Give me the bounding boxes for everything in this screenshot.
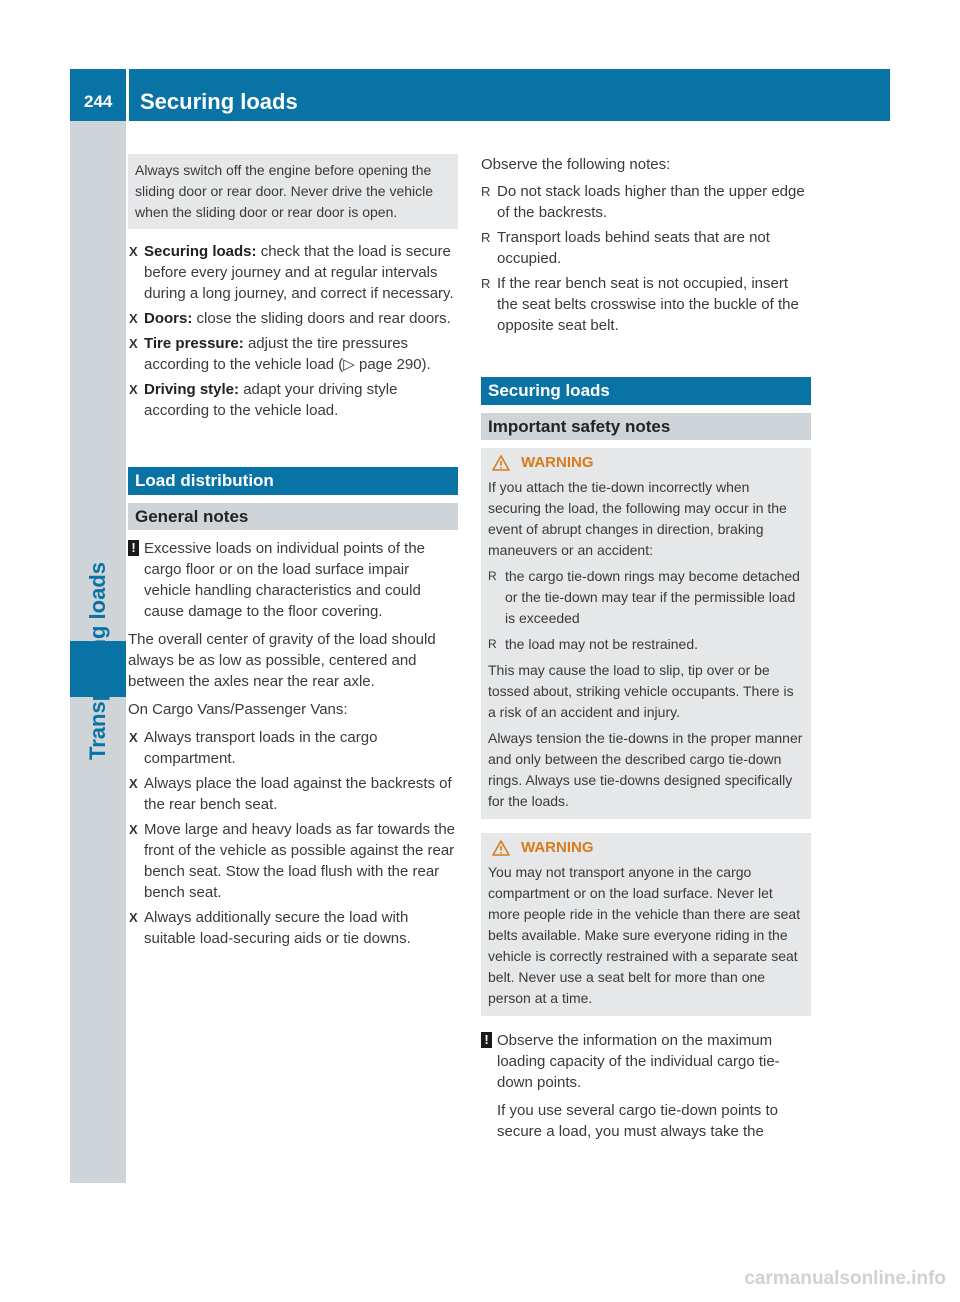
step-driving-style xyxy=(128,379,458,421)
warning-box-tiedown xyxy=(481,448,811,819)
warning-title: WARNING xyxy=(521,454,594,471)
page-number: 244 xyxy=(84,92,113,111)
step-doors xyxy=(128,308,458,329)
header-divider xyxy=(126,69,129,121)
warning-triangle-icon xyxy=(492,840,510,856)
cargo-vans-paragraph: On Cargo Vans/Passenger Vans: xyxy=(128,701,348,718)
warning-consequence: This may cause the load to slip, tip over or be tossed about, striking vehicle occupants. There is a risk of an accident and injury. xyxy=(488,662,794,720)
caution-continuation: If you use several cargo tie-down points to secure a load, you must always take the xyxy=(497,1102,778,1140)
caution-tiedown-capacity xyxy=(481,1030,811,1093)
step-text: adjust the tire pressures according to the vehicle load (▷ page 290). xyxy=(144,335,431,373)
engine-off-note: Always switch off the engine before opening the sliding door or rear door. Never drive the vehicle when the sliding door or rear door is open. xyxy=(128,154,458,229)
step-text: close the sliding doors and rear doors. xyxy=(196,310,451,327)
subsection-general-notes: General notes xyxy=(128,503,458,530)
chapter-tab-marker xyxy=(70,641,126,697)
step-label: Driving style: xyxy=(144,381,240,398)
watermark: carmanualsonline.info xyxy=(744,1268,946,1289)
note-bullet: R If the rear bench seat is not occupied, insert the seat belts crosswise into the buckle of the opposite seat belt. xyxy=(481,273,811,336)
step-text: adapt your driving style according to the vehicle load. xyxy=(144,381,398,419)
warning-bullet: R the cargo tie-down rings may become detached or the tie-down may tear if the permissible load is exceeded xyxy=(488,566,803,629)
step-securing-loads xyxy=(128,241,458,304)
note-bullet: R Transport loads behind seats that are not occupied. xyxy=(481,227,811,269)
step-tire-pressure xyxy=(128,333,458,375)
section-securing-loads: Securing loads xyxy=(481,377,811,405)
warning-title: WARNING xyxy=(521,839,594,856)
warning-header xyxy=(488,452,803,473)
note-bullet: R Do not stack loads higher than the upper edge of the backrests. xyxy=(481,181,811,223)
warning-box-passengers xyxy=(481,833,811,1016)
step-against-backrests: X Always place the load against the backrests of the rear bench seat. xyxy=(128,773,458,815)
exclamation-icon: ! xyxy=(128,540,139,556)
warning-header xyxy=(488,837,803,858)
step-label: Doors: xyxy=(144,310,193,327)
warning-triangle-icon xyxy=(492,455,510,471)
subsection-important-safety-notes: Important safety notes xyxy=(481,413,811,440)
page-title: Securing loads xyxy=(140,89,298,114)
warning-text: You may not transport anyone in the cargo compartment or on the load surface. Never let more people ride in the vehicle than there are seat belts available. Make sure everyone riding in the vehicle is correctly restrained with a separate seat belt. Never use a seat belt for more than one person at a time. xyxy=(488,864,801,1006)
warning-instruction: Always tension the tie-downs in the proper manner and only between the described cargo tie-down rings. Always use tie-downs designed specifically for the loads. xyxy=(488,730,803,809)
warning-bullet: R the load may not be restrained. xyxy=(488,634,803,655)
section-load-distribution: Load distribution xyxy=(128,467,458,495)
page-header xyxy=(70,69,890,121)
step-label: Tire pressure: xyxy=(144,335,244,352)
left-column xyxy=(128,154,458,953)
step-additional-securing: X Always additionally secure the load with suitable load-securing aids or tie downs. xyxy=(128,907,458,949)
exclamation-icon: ! xyxy=(481,1032,492,1048)
step-label: Securing loads: xyxy=(144,243,257,260)
caution-floor-load xyxy=(128,538,458,622)
right-column xyxy=(481,154,811,1142)
caution-text: Observe the information on the maximum loading capacity of the individual cargo tie-down points. xyxy=(497,1032,780,1091)
caution-text: Excessive loads on individual points of the cargo floor or on the load surface impair vehicle handling characteristics and could cause damage to the floor covering. xyxy=(144,540,426,620)
notes-intro: Observe the following notes: xyxy=(481,156,671,173)
step-text: check that the load is secure before every journey and at regular intervals during a long journey, and correct if necessary. xyxy=(144,243,454,302)
step-cargo-compartment: X Always transport loads in the cargo compartment. xyxy=(128,727,458,769)
step-heavy-loads: X Move large and heavy loads as far towards the front of the vehicle as possible against the rear bench seat. Stow the load flush with the rear bench seat. xyxy=(128,819,458,903)
center-of-gravity-paragraph: The overall center of gravity of the load should always be as low as possible, centered and between the axles near the rear axle. xyxy=(128,631,436,690)
warning-intro: If you attach the tie-down incorrectly when securing the load, the following may occur in the event of abrupt changes in direction, braking maneuvers or an accident: xyxy=(488,479,787,558)
